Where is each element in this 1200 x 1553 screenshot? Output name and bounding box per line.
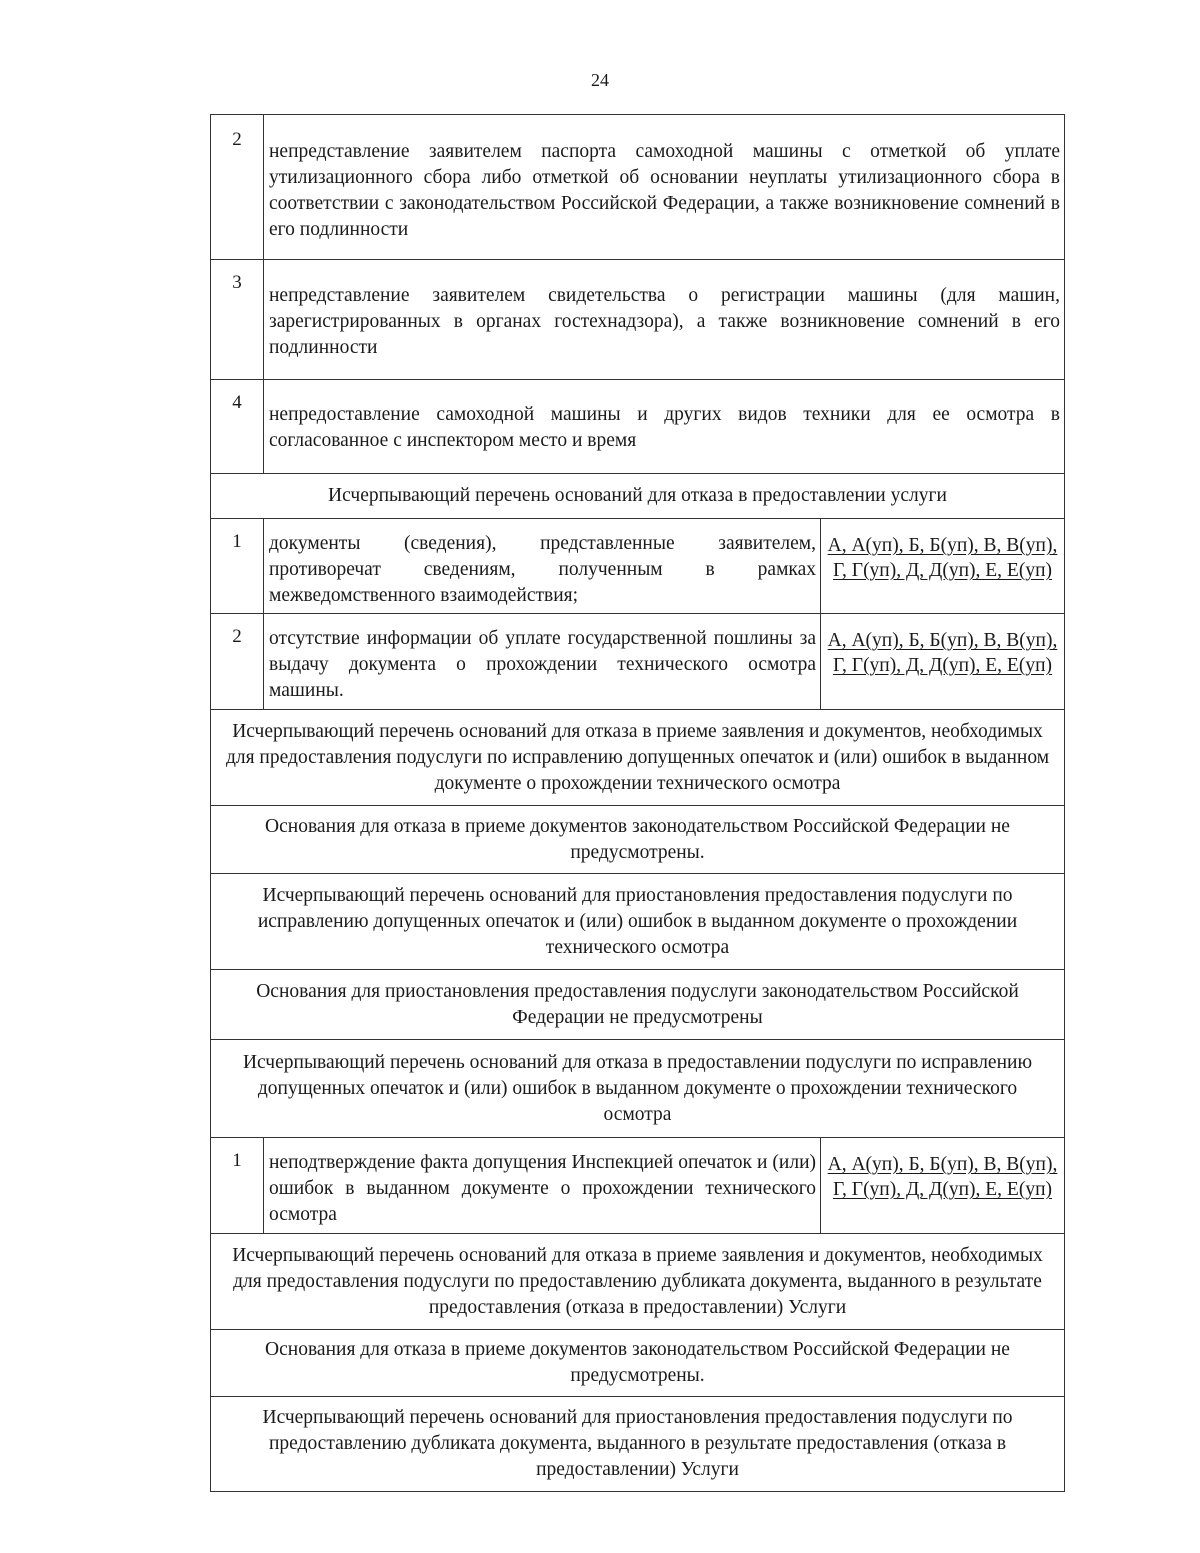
section-heading: Исчерпывающий перечень оснований для отказа в предоставлении подуслуги по исправлению допущенных опечаток и (или) ошибок в выданном документе о прохождении технического осмотра <box>242 1051 1033 1125</box>
section-heading-row <box>211 1330 1064 1397</box>
table-row <box>211 260 1064 380</box>
row-number: 2 <box>211 115 264 259</box>
row-number: 1 <box>211 1138 264 1233</box>
table-row <box>211 519 1064 614</box>
section-heading: Основания для отказа в приеме документов законодательством Российской Федерации не предусмотрены. <box>265 1339 1010 1386</box>
section-heading: Основания для отказа в приеме документов законодательством Российской Федерации не предусмотрены. <box>265 815 1010 863</box>
table-row <box>211 115 1064 260</box>
refs-links[interactable]: А, А(уп), Б, Б(уп), В, В(уп), Г, Г(уп), Д, Д(уп), Е, Е(уп) <box>827 630 1058 676</box>
section-heading: Исчерпывающий перечень оснований для отказа в предоставлении услуги <box>328 485 947 506</box>
row-number: 3 <box>211 260 264 379</box>
refs-cell <box>820 1138 1064 1233</box>
refs-links[interactable]: А, А(уп), Б, Б(уп), В, В(уп), Г, Г(уп), Д, Д(уп), Е, Е(уп) <box>827 535 1058 581</box>
section-heading-row <box>211 474 1064 519</box>
section-heading: Основания для приостановления предоставления подуслуги законодательством Российской Федерации не предусмотрены <box>256 980 1019 1028</box>
section-heading-row <box>211 1397 1064 1491</box>
section-heading-row <box>211 1234 1064 1330</box>
row-text: непредставление заявителем паспорта самоходной машины с отметкой об уплате утилизационного сбора либо отметкой об основании неуплаты утилизационного сбора в соответствии с законодательством Российской Федерации, а также возникновение сомнений в его подлинности <box>269 141 1060 240</box>
refs-cell <box>820 519 1064 613</box>
section-heading: Исчерпывающий перечень оснований для приостановления предоставления подуслуги по предоставлению дубликата документа, выданного в результате предоставления (отказа в предоставлении) Услуги <box>262 1407 1013 1480</box>
row-text: непредставление заявителем свидетельства о регистрации машины (для машин, зарегистрированных в органах гостехнадзора), а также возникновение сомнений в его подлинности <box>269 285 1060 358</box>
section-heading: Исчерпывающий перечень оснований для отказа в приеме заявления и документов, необходимых для предоставления подуслуги по исправлению допущенных опечаток и (или) ошибок в выданном документе о прохождении технического осмотра <box>225 720 1050 794</box>
row-text: неподтверждение факта допущения Инспекцией опечаток и (или) ошибок в выданном документе о прохождении технического осмотра <box>269 1152 816 1225</box>
section-heading-row <box>211 970 1064 1040</box>
row-number: 1 <box>211 519 264 613</box>
section-heading-row <box>211 874 1064 970</box>
section-heading: Исчерпывающий перечень оснований для отказа в приеме заявления и документов, необходимых для предоставления подуслуги по предоставлению дубликата документа, выданного в результате предоставления (отказа в предоставлении) Услуги <box>232 1244 1043 1318</box>
row-text: непредоставление самоходной машины и других видов техники для ее осмотра в согласованное с инспектором место и время <box>269 404 1060 451</box>
section-heading-row <box>211 1040 1064 1138</box>
row-number: 4 <box>211 380 264 473</box>
table-row <box>211 1138 1064 1234</box>
page-number: 24 <box>591 70 609 90</box>
table-row <box>211 380 1064 474</box>
section-heading: Исчерпывающий перечень оснований для приостановления предоставления подуслуги по исправлению допущенных опечаток и (или) ошибок в выданном документе о прохождении технического осмотра <box>257 884 1018 958</box>
refs-cell <box>820 614 1064 709</box>
table-row <box>211 614 1064 710</box>
grounds-table <box>210 114 1065 1492</box>
refs-links[interactable]: А, А(уп), Б, Б(уп), В, В(уп), Г, Г(уп), Д, Д(уп), Е, Е(уп) <box>827 1154 1058 1200</box>
row-number: 2 <box>211 614 264 709</box>
row-text: отсутствие информации об уплате государственной пошлины за выдачу документа о прохождении технического осмотра машины. <box>269 628 816 701</box>
row-text: документы (сведения), представленные заявителем, противоречат сведениям, полученным в рамках межведомственного взаимодействия; <box>269 533 816 606</box>
section-heading-row <box>211 710 1064 806</box>
section-heading-row <box>211 806 1064 874</box>
